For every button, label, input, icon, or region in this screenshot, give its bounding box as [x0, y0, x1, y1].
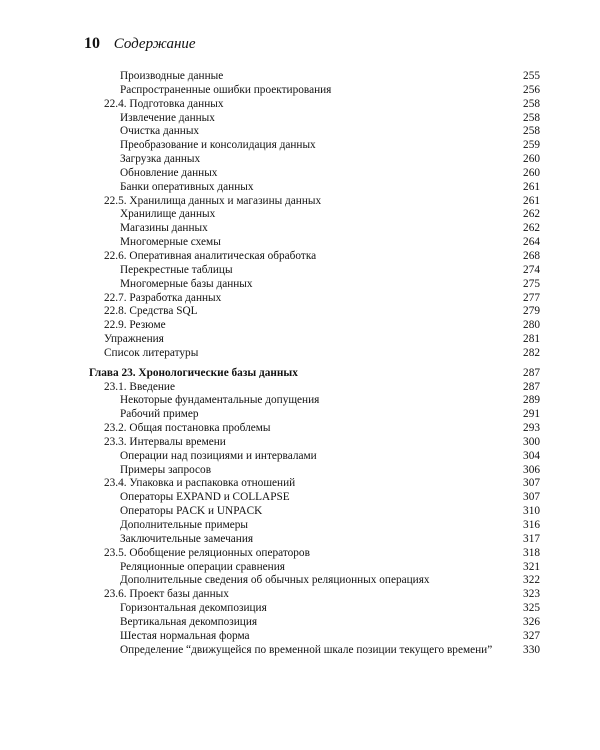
toc-entry-page-number: 304 [523, 449, 540, 462]
toc-entry-page-number: 280 [523, 319, 540, 332]
toc-entry-page-number: 330 [523, 643, 540, 656]
toc-entry-page-number: 316 [523, 519, 540, 531]
toc-subsection-entry [0, 153, 600, 167]
toc-entry-page-number: 287 [523, 366, 540, 379]
toc-entry-page-number: 307 [523, 491, 540, 504]
toc-entry-title: Рабочий пример [120, 408, 199, 421]
toc-chapter-entry [0, 367, 600, 381]
toc-entry-title: Список литературы [104, 346, 199, 359]
toc-entry-title: Банки оперативных данных [120, 180, 254, 193]
toc-entry-title: Горизонтальная декомпозиция [120, 602, 267, 615]
toc-entry-title: Магазины данных [120, 222, 208, 235]
toc-entry-title: Производные данные [120, 70, 224, 82]
toc-entry-title: Очистка данных [120, 125, 200, 138]
toc-entry-title: 22.5. Хранилища данных и магазины данных [104, 194, 322, 207]
toc-subsection-entry [0, 533, 600, 547]
toc-entry-title: Операторы EXPAND и COLLAPSE [120, 491, 290, 504]
toc-subsection-entry [0, 208, 600, 222]
toc-entry-page-number: 282 [523, 346, 540, 359]
toc-entry-title: Некоторые фундаментальные допущения [120, 394, 320, 407]
toc-entry-title: Глава 23. Хронологические базы данных [89, 366, 298, 379]
toc-entry-page-number: 268 [523, 249, 540, 262]
toc-entry-title: Обновление данных [120, 166, 218, 179]
toc-entry-title: Операторы PACK и UNPACK [120, 505, 263, 518]
toc-entry-page-number: 281 [523, 333, 540, 346]
table-of-contents [0, 70, 600, 657]
toc-entry-page-number: 321 [523, 560, 540, 573]
toc-entry-page-number: 291 [523, 408, 540, 421]
toc-entry-page-number: 318 [523, 546, 540, 559]
toc-subsection-entry [0, 408, 600, 422]
toc-subsection-entry [0, 264, 600, 278]
toc-subsection-entry [0, 181, 600, 195]
toc-entry-title: Шестая нормальная форма [120, 629, 250, 642]
toc-entry-title: Распространенные ошибки проектирования [120, 83, 332, 96]
toc-subsection-entry [0, 450, 600, 464]
toc-section-entry [0, 305, 600, 319]
toc-entry-title: Определение “движущейся по временной шкале позиции текущего времени” [120, 643, 493, 656]
toc-subsection-entry [0, 278, 600, 292]
toc-entry-page-number: 274 [523, 263, 540, 276]
toc-entry-title: 23.3. Интервалы времени [104, 435, 226, 448]
toc-entry-page-number: 258 [523, 111, 540, 124]
toc-section-entry [0, 347, 600, 361]
toc-subsection-entry [0, 519, 600, 533]
toc-section-entry [0, 333, 600, 347]
toc-entry-title: 22.9. Резюме [104, 319, 166, 332]
toc-entry-title: Дополнительные примеры [120, 519, 248, 531]
toc-subsection-entry [0, 139, 600, 153]
toc-entry-page-number: 277 [523, 291, 540, 304]
toc-entry-page-number: 307 [523, 477, 540, 490]
toc-entry-page-number: 323 [523, 588, 540, 601]
toc-subsection-entry [0, 630, 600, 644]
toc-subsection-entry [0, 464, 600, 478]
toc-subsection-entry [0, 644, 600, 658]
toc-entry-page-number: 255 [523, 70, 540, 82]
toc-section-entry [0, 547, 600, 561]
toc-entry-title: 23.6. Проект базы данных [104, 588, 229, 601]
toc-entry-title: Реляционные операции сравнения [120, 560, 285, 573]
toc-subsection-entry [0, 574, 600, 588]
toc-section-entry [0, 98, 600, 112]
page-header [84, 35, 196, 53]
toc-entry-title: 23.5. Обобщение реляционных операторов [104, 546, 310, 559]
toc-section-entry [0, 422, 600, 436]
toc-entry-title: Перекрестные таблицы [120, 263, 233, 276]
toc-entry-title: Заключительные замечания [120, 532, 254, 545]
toc-entry-title: Упражнения [104, 333, 164, 346]
toc-entry-page-number: 275 [523, 277, 540, 290]
toc-entry-title: Загрузка данных [120, 153, 201, 166]
running-title: Содержание [113, 36, 196, 52]
toc-entry-page-number: 289 [523, 394, 540, 407]
toc-entry-page-number: 259 [523, 139, 540, 152]
toc-entry-page-number: 258 [523, 125, 540, 138]
toc-entry-page-number: 300 [523, 435, 540, 448]
toc-entry-title: Операции над позициями и интервалами [120, 449, 317, 462]
toc-entry-title: 23.1. Введение [104, 380, 175, 393]
toc-entry-title: Хранилище данных [120, 208, 216, 221]
toc-entry-title: 23.2. Общая постановка проблемы [104, 422, 271, 435]
toc-entry-title: 23.4. Упаковка и распаковка отношений [104, 477, 296, 490]
toc-entry-title: 22.4. Подготовка данных [104, 97, 224, 110]
toc-section-entry [0, 250, 600, 264]
toc-entry-page-number: 293 [523, 422, 540, 435]
toc-entry-page-number: 327 [523, 629, 540, 642]
toc-entry-title: Извлечение данных [120, 111, 215, 124]
toc-entry-title: 22.8. Средства SQL [104, 305, 198, 318]
toc-subsection-entry [0, 125, 600, 139]
toc-section-entry [0, 292, 600, 306]
toc-entry-page-number: 256 [523, 83, 540, 96]
toc-entry-page-number: 264 [523, 236, 540, 249]
toc-entry-title: 22.6. Оперативная аналитическая обработка [104, 249, 317, 262]
toc-subsection-entry [0, 394, 600, 408]
toc-entry-page-number: 260 [523, 166, 540, 179]
toc-entry-page-number: 326 [523, 615, 540, 628]
toc-entry-title: Примеры запросов [120, 463, 212, 476]
toc-entry-page-number: 279 [523, 305, 540, 318]
toc-entry-title: Многомерные базы данных [120, 277, 253, 290]
toc-entry-page-number: 261 [523, 194, 540, 207]
toc-section-entry [0, 436, 600, 450]
toc-subsection-entry [0, 491, 600, 505]
toc-subsection-entry [0, 112, 600, 126]
toc-entry-title: Многомерные схемы [120, 236, 221, 249]
toc-entry-page-number: 317 [523, 532, 540, 545]
toc-entry-page-number: 322 [523, 574, 540, 587]
toc-section-entry [0, 381, 600, 395]
toc-subsection-entry [0, 616, 600, 630]
toc-entry-page-number: 325 [523, 602, 540, 615]
toc-subsection-entry [0, 505, 600, 519]
toc-entry-page-number: 262 [523, 222, 540, 235]
toc-subsection-entry [0, 602, 600, 616]
toc-section-entry [0, 588, 600, 602]
toc-entry-page-number: 306 [523, 463, 540, 476]
toc-section-entry [0, 319, 600, 333]
toc-section-entry [0, 195, 600, 209]
page-number: 10 [84, 35, 100, 52]
toc-entry-page-number: 310 [523, 505, 540, 518]
toc-subsection-entry [0, 167, 600, 181]
toc-entry-title: Дополнительные сведения об обычных реляционных операциях [120, 574, 430, 587]
toc-entry-page-number: 261 [523, 180, 540, 193]
toc-entry-page-number: 287 [523, 380, 540, 393]
toc-subsection-entry [0, 222, 600, 236]
toc-entry-title: Вертикальная декомпозиция [120, 615, 258, 628]
toc-subsection-entry [0, 84, 600, 98]
toc-entry-title: 22.7. Разработка данных [104, 291, 222, 304]
toc-entry-page-number: 262 [523, 208, 540, 221]
toc-entry-page-number: 260 [523, 153, 540, 166]
toc-entry-page-number: 258 [523, 97, 540, 110]
toc-section-entry [0, 477, 600, 491]
toc-entry-title: Преобразование и консолидация данных [120, 139, 316, 152]
toc-subsection-entry [0, 70, 600, 84]
toc-subsection-entry [0, 236, 600, 250]
toc-subsection-entry [0, 561, 600, 575]
